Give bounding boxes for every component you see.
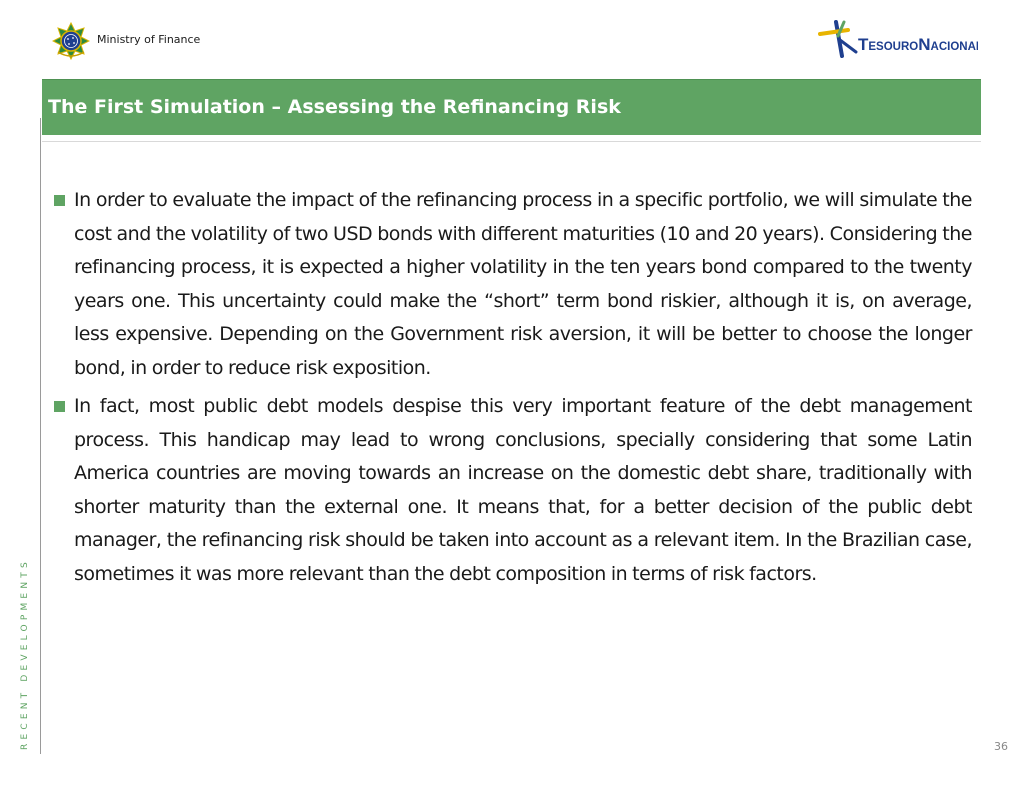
title-underline — [42, 141, 981, 142]
ministry-label: Ministry of Finance — [97, 33, 201, 46]
brazil-coat-of-arms-icon — [52, 22, 90, 60]
logo-word-esouro: ESOURO — [868, 41, 919, 53]
title-bar — [42, 79, 981, 135]
slide-title: The First Simulation – Assessing the Refinancing Risk — [48, 96, 621, 118]
logo-letter-t: T — [858, 35, 869, 54]
logo-letter-n: N — [918, 35, 931, 54]
logo-word-acional: ACIONAL — [930, 41, 978, 53]
bullet-text: In fact, most public debt models despise this very important feature of the debt management process. This handicap may lead to wrong conclusions, specially considering that some Latin America countries are moving towards an increase on the domestic debt share, traditionally with shorter maturity than the external one. It means that, for a better decision of the public debt manager, the refinancing risk should be taken into account as a relevant item. In the Brazilian case, sometimes it was more relevant than the debt composition in terms of risk factors. — [74, 395, 972, 585]
logo-figure-icon — [820, 22, 856, 56]
slide-body — [52, 184, 972, 596]
bullet-square-icon — [54, 195, 65, 206]
bullet-square-icon — [54, 401, 65, 412]
svg-text:TESOURONACIONAL — [858, 35, 978, 54]
left-divider — [40, 118, 41, 754]
page-number: 36 — [994, 740, 1008, 753]
bullet-item — [52, 184, 972, 385]
tesouro-nacional-logo — [818, 18, 978, 60]
bullet-item — [52, 390, 972, 591]
bullet-text: In order to evaluate the impact of the refinancing process in a specific portfolio, we will simulate the cost and the volatility of two USD bonds with different maturities (10 and 20 years). Considering the refinancing process, it is expected a higher volatility in the ten years bond compared to the twenty years one. This uncertainty could make the “short” term bond riskier, although it is, on average, less expensive. Depending on the Government risk aversion, it will be better to choose the longer bond, in order to reduce risk exposition. — [74, 189, 972, 379]
side-section-label: RECENT DEVELOPMENTS — [20, 558, 30, 750]
